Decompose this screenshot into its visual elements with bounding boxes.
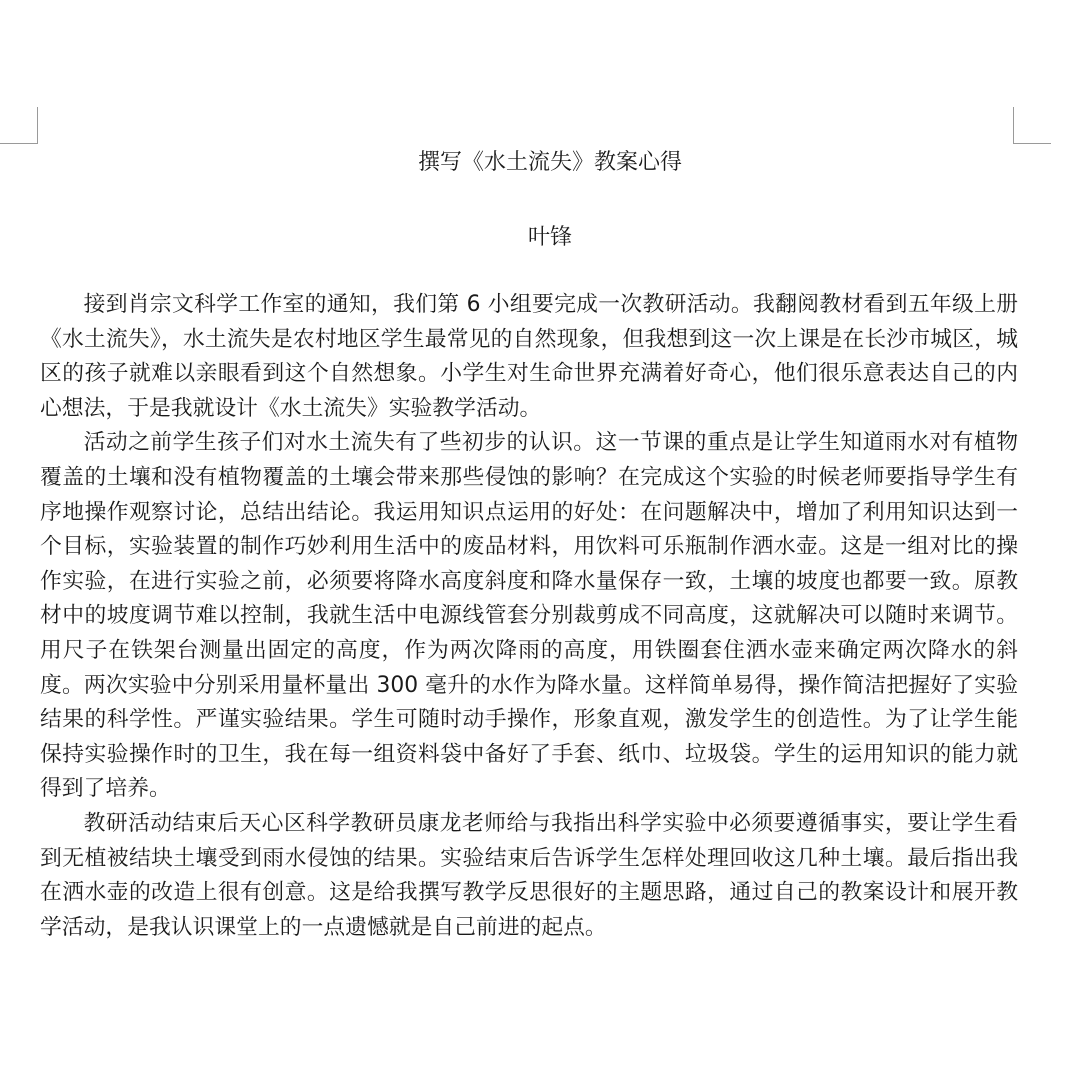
paragraph-1: 接到肖宗文科学工作室的通知，我们第 6 小组要完成一次教研活动。我翻阅教材看到五年级上册《水土流失》，水土流失是农村地区学生最常见的自然现象，但我想到这一次上课是在长沙市城区，城区的孩子就难以亲眼看到这个自然想象。小学生对生命世界充满着好奇心，他们很乐意表达自己的内心想法，于是我就设计《水土流失》实验教学活动。 bbox=[40, 292, 1018, 421]
paragraph-3: 教研活动结束后天心区科学教研员康龙老师给与我指出科学实验中必须要遵循事实，要让学生看到无植被结块土壤受到雨水侵蚀的结果。实验结束后告诉学生怎样处理回收这几种土壤。最后指出我在洒水壶的改造上很有创意。这是给我撰写教学反思很好的主题思路，通过自己的教案设计和展开教学活动，是我认识课堂上的一点遗憾就是自己前进的起点。 bbox=[40, 810, 1018, 940]
document-title: 撰写《水土流失》教案心得 bbox=[417, 150, 682, 175]
page-corner-mark-top-left bbox=[0, 107, 38, 144]
document-author: 叶锋 bbox=[527, 225, 572, 250]
paragraph-2: 活动之前学生孩子们对水土流失有了些初步的认识。这一节课的重点是让学生知道雨水对有植物覆盖的土壤和没有植物覆盖的土壤会带来那些侵蚀的影响？在完成这个实验的时候老师要指导学生有序地操作观察讨论，总结出结论。我运用知识点运用的好处：在问题解决中，增加了利用知识达到一个目标，实验装置的制作巧妙利用生活中的废品材料，用饮料可乐瓶制作洒水壶。这是一组对比的操作实验，在进行实验之前，必须要将降水高度斜度和降水量保存一致，土壤的坡度也都要一致。原教材中的坡度调节难以控制，我就生活中电源线管套分别裁剪成不同高度，这就解决可以随时来调节。用尺子在铁架台测量出固定的高度，作为两次降雨的高度，用铁圈套住洒水壶来确定两次降水的斜度。两次实验中分别采用量杯量出 300 毫升的水作为降水量。这样简单易得，操作简洁把握好了实验结果的科学性。严谨实验结果。学生可随时动手操作，形象直观，激发学生的创造性。为了让学生能保持实验操作时的卫生，我在每一组资料袋中备好了手套、纸巾、垃圾袋。学生的运用知识的能力就得到了培养。 bbox=[40, 430, 1018, 802]
document-body bbox=[40, 288, 1018, 945]
page-corner-mark-top-right bbox=[1013, 107, 1051, 144]
